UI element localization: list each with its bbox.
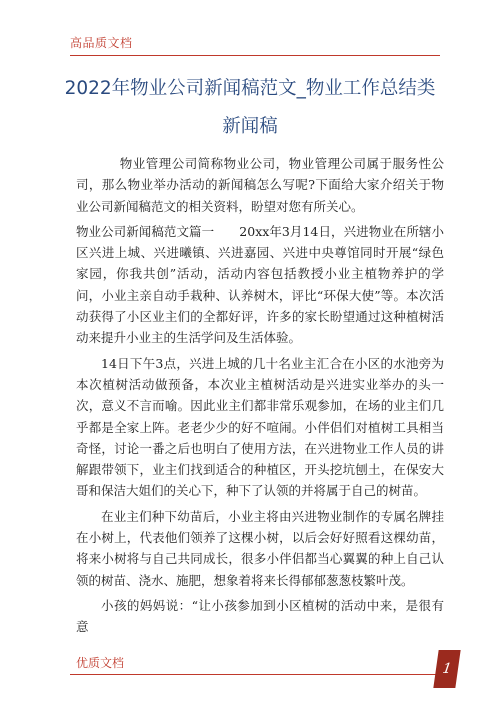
- document-body: [76, 153, 444, 638]
- paragraph-intro: 物业管理公司简称物业公司，物业管理公司属于服务性公司，那么物业举办活动的新闻稿怎么写呢?下面给大家介绍关于物业公司新闻稿范文的相关资料，盼望对您有所关心。: [76, 156, 444, 214]
- header-brand: 高品质文档: [70, 36, 133, 50]
- footer-brand: 优质文档: [76, 656, 125, 670]
- paragraph-article-one: 物业公司新闻稿范文篇一 20xx年3月14日，兴进物业在所辖小区兴进上城、兴进曦镇、兴进嘉园、兴进中央尊馆同时开展“绿色家园，你我共创”活动，活动内容包括教授小业主植物养护的学问，小业主亲自动手栽种、认养树木，评比“环保大使”等。本次活动获得了小区业主们的全都好评，许多的家长盼望通过这种植树活动来提升小业主的生活学问及生活体验。: [76, 223, 444, 346]
- paragraph-mother-quote: 小孩的妈妈说：“让小孩参加到小区植树的活动中来，是很有意: [76, 597, 444, 635]
- page-number-badge: 1: [433, 650, 460, 688]
- paragraph-afternoon: 14日下午3点，兴进上城的几十名业主汇合在小区的水池旁为本次植树活动做预备，本次业主植树活动是兴进实业举办的头一次，意义不言而喻。因此业主们都非常乐观参加，在场的业主们几乎都是全家上阵。老老少少的好不喧闹。小伴侣们对植树工具相当奇怪，讨论一番之后也明白了使用方法，在兴进物业工作人员的讲解跟带领下，业主们找到适合的种植区，开头挖坑刨土，在保安大哥和保洁大姐们的关心下，种下了认领的并将属于自己的树苗。: [76, 355, 444, 499]
- footer-divider: [70, 674, 436, 675]
- header-divider: [70, 55, 440, 56]
- paragraph-seedlings: 在业主们种下幼苗后，小业主将由兴进物业制作的专属名牌挂在小树上，代表他们领养了这棵小树，以后会好好照看这棵幼苗，将来小树将与自己共同成长，很多小伴侣都当心翼翼的种上自己认领的树苗、浇水、施肥，想象着将来长得郁郁葱葱枝繁叶茂。: [76, 508, 444, 588]
- document-title: 2022年物业公司新闻稿范文_物业工作总结类新闻稿: [64, 78, 436, 137]
